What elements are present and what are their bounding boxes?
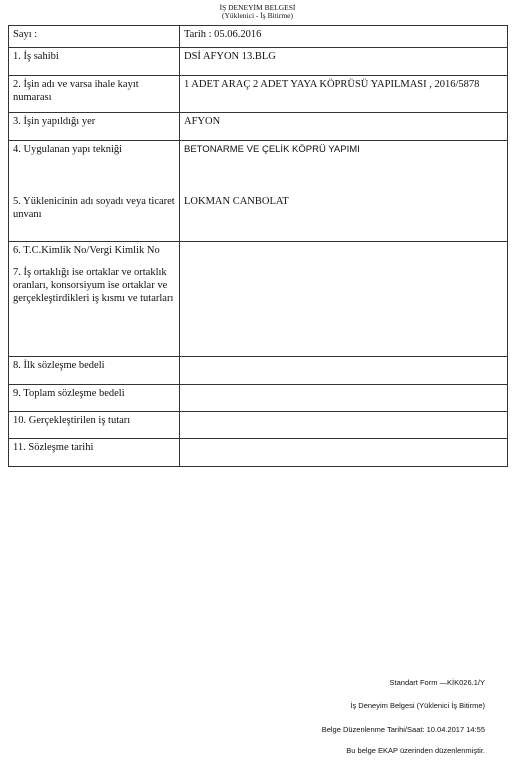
- field-label: 7. İş ortaklığı ise ortaklar ve ortaklık oranları, konsorsiyum ise ortaklar ve gerçekleştirdikleri iş kısmı ve tutarları: [13, 267, 174, 304]
- table-row: [9, 357, 508, 385]
- table-row: [9, 439, 508, 467]
- document-title: İŞ DENEYİM BELGESİ: [219, 3, 296, 12]
- field-value: BETONARME VE ÇELİK KÖPRÜ YAPIMI: [184, 144, 360, 155]
- table-row: [9, 48, 508, 76]
- field-label: 11. Sözleşme tarihi: [9, 439, 180, 467]
- field-label: 1. İş sahibi: [9, 48, 180, 76]
- form-name: İş Deneyim Belgesi (Yüklenici İş Bitirme): [350, 701, 485, 710]
- source-note: Bu belge EKAP üzerinden düzenlenmiştir.: [346, 746, 485, 755]
- field-label: 9. Toplam sözleşme bedeli: [9, 385, 180, 412]
- field-value: [180, 439, 508, 467]
- field-label: 10. Gerçekleştirilen iş tutarı: [9, 412, 180, 439]
- field-value: [180, 357, 508, 385]
- field-value: 1 ADET ARAÇ 2 ADET YAYA KÖPRÜSÜ YAPILMASI , 2016/5878: [180, 76, 508, 113]
- table-row: [9, 26, 508, 48]
- field-label: Sayı :: [9, 26, 180, 48]
- field-value: [180, 385, 508, 412]
- field-value: DSİ AFYON 13.BLG: [180, 48, 508, 76]
- field-label: 2. İşin adı ve varsa ihale kayıt numarası: [9, 76, 180, 113]
- table-row: [9, 76, 508, 113]
- table-row: [9, 113, 508, 141]
- field-label: 5. Yüklenicinin adı soyadı veya ticaret unvanı: [13, 196, 175, 220]
- field-group-value: [180, 141, 508, 242]
- field-value: Tarih : 05.06.2016: [180, 26, 508, 48]
- document-header: [0, 4, 515, 20]
- field-value: [180, 412, 508, 439]
- field-group-label: [9, 141, 180, 242]
- certificate-table: [8, 25, 508, 467]
- table-row: [9, 141, 508, 242]
- form-code: Standart Form —KİK026.1/Y: [389, 678, 485, 687]
- table-row: [9, 412, 508, 439]
- created-datetime: Belge Düzenlenme Tarihi/Saat: 10.04.2017 14:55: [321, 725, 485, 734]
- table-row: [9, 242, 508, 357]
- table-row: [9, 385, 508, 412]
- field-value: LOKMAN CANBOLAT: [184, 196, 289, 207]
- field-label: 6. T.C.Kimlik No/Vergi Kimlik No: [13, 245, 160, 256]
- field-label: 8. İlk sözleşme bedeli: [9, 357, 180, 385]
- field-label: 3. İşin yapıldığı yer: [9, 113, 180, 141]
- field-group-label: [9, 242, 180, 357]
- field-value: AFYON: [180, 113, 508, 141]
- document-subtitle: (Yüklenici - İş Bitirme): [221, 11, 294, 20]
- field-group-value: [180, 242, 508, 357]
- field-label: 4. Uygulanan yapı tekniği: [13, 144, 123, 155]
